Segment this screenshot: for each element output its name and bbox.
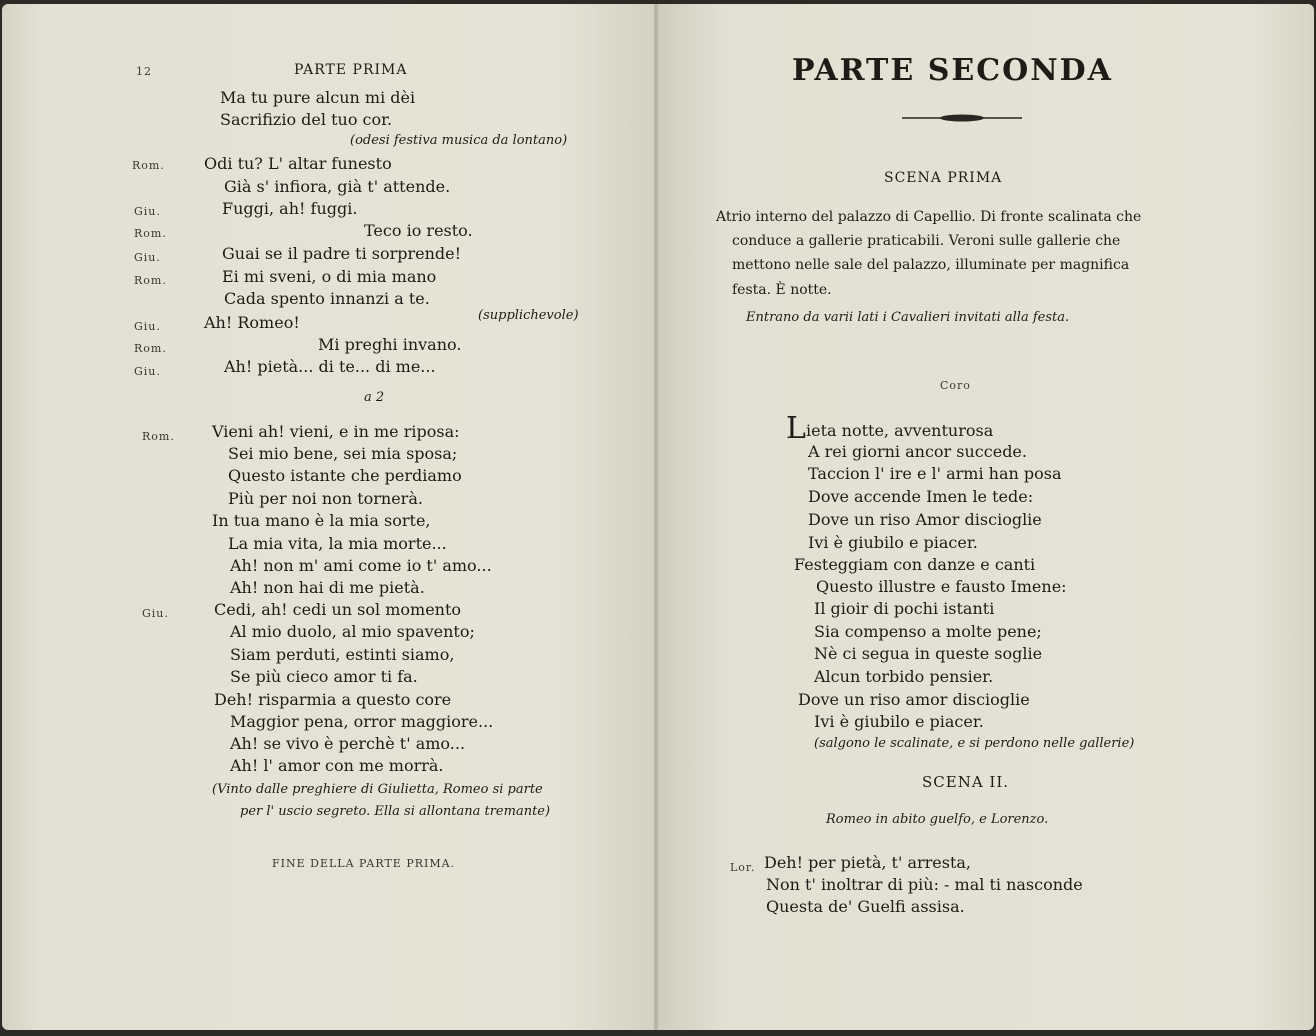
- verse-line: Ma tu pure alcun mi dèi: [220, 88, 416, 107]
- speaker: Rom.: [134, 227, 167, 240]
- ornament-rule: [902, 112, 1022, 124]
- scene-description-line: festa. È notte.: [732, 282, 832, 298]
- chorus-line: Ivi è giubilo e piacer.: [808, 533, 978, 552]
- verse-line: Deh! risparmia a questo core: [214, 690, 452, 709]
- running-head: PARTE PRIMA: [294, 62, 408, 78]
- verse-line: Più per noi non tornerà.: [228, 489, 423, 508]
- a-due-marker: a 2: [364, 390, 385, 405]
- speaker: Rom.: [142, 430, 175, 443]
- dialog-line: Questa de' Guelfi assisa.: [766, 897, 965, 916]
- verse-line: Ah! se vivo è perchè t' amo...: [230, 734, 466, 753]
- verse-line: Ah! l' amor con me morrà.: [230, 756, 444, 775]
- speaker: Giu.: [134, 251, 161, 264]
- verse-line: Ei mi sveni, o di mia mano: [222, 267, 437, 286]
- chorus-line: Dove un riso Amor discioglie: [808, 510, 1042, 529]
- chorus-line: Alcun torbido pensier.: [814, 667, 994, 686]
- verse-line: Odi tu? L' altar funesto: [204, 154, 392, 173]
- verse-line: Guai se il padre ti sorprende!: [222, 244, 462, 263]
- verse-line: Teco io resto.: [364, 221, 473, 240]
- chorus-line: Dove accende Imen le tede:: [808, 487, 1034, 506]
- speaker: Giu.: [142, 607, 169, 620]
- dialog-line: Non t' inoltrar di più: - mal ti nasconde: [766, 875, 1083, 894]
- speaker: Lor.: [730, 861, 756, 874]
- speaker: Rom.: [134, 274, 167, 287]
- verse-line: Sei mio bene, sei mia sposa;: [228, 444, 458, 463]
- verse-line: Se più cieco amor ti fa.: [230, 667, 418, 686]
- stage-direction: (Vinto dalle preghiere di Giulietta, Romeo si parte: [212, 782, 543, 797]
- dialog-line: Deh! per pietà, t' arresta,: [764, 853, 972, 872]
- drop-cap: L: [786, 411, 806, 446]
- scene-description-line: mettono nelle sale del palazzo, illuminate per magnifica: [732, 257, 1130, 273]
- left-page: [2, 4, 656, 1030]
- chorus-line: Questo illustre e fausto Imene:: [816, 577, 1067, 596]
- scene-heading: SCENA II.: [922, 773, 1010, 791]
- verse-line: Questo istante che perdiamo: [228, 466, 462, 485]
- scene-description-line: Atrio interno del palazzo di Capellio. Di fronte scalinata che: [716, 209, 1142, 225]
- scene-entry: Entrano da varii lati i Cavalieri invitati alla festa.: [746, 310, 1070, 325]
- right-page: [658, 4, 1314, 1030]
- chorus-line: ieta notte, avventurosa: [806, 421, 994, 440]
- verse-line: Ah! non m' ami come io t' amo...: [230, 556, 492, 575]
- speaker: Rom.: [134, 342, 167, 355]
- chorus-line: Sia compenso a molte pene;: [814, 622, 1042, 641]
- part-title: PARTE SECONDA: [792, 53, 1113, 88]
- verse-line: Cedi, ah! cedi un sol momento: [214, 600, 462, 619]
- verse-line: La mia vita, la mia morte...: [228, 534, 447, 553]
- scene-heading: SCENA PRIMA: [884, 170, 1003, 186]
- verse-line: Ah! non hai di me pietà.: [230, 578, 425, 597]
- chorus-line: Festeggiam con danze e canti: [794, 555, 1036, 574]
- end-of-part: FINE DELLA PARTE PRIMA.: [272, 857, 456, 870]
- verse-line: Al mio duolo, al mio spavento;: [230, 622, 475, 641]
- verse-line: Siam perduti, estinti siamo,: [230, 645, 455, 664]
- stage-direction: (salgono le scalinate, e si perdono nelle gallerie): [814, 736, 1135, 751]
- chorus-line: Taccion l' ire e l' armi han posa: [808, 464, 1062, 483]
- chorus-line: Il gioir di pochi istanti: [814, 599, 995, 618]
- stage-direction: (supplichevole): [478, 308, 579, 323]
- speaker: Giu.: [134, 320, 161, 333]
- scene-description-line: conduce a gallerie praticabili. Veroni sulle gallerie che: [732, 233, 1121, 249]
- verse-line: Sacrifizio del tuo cor.: [220, 110, 393, 129]
- chorus-line: Dove un riso amor discioglie: [798, 690, 1030, 709]
- speaker: Giu.: [134, 365, 161, 378]
- chorus-line: A rei giorni ancor succede.: [808, 442, 1027, 461]
- verse-line: Fuggi, ah! fuggi.: [222, 199, 358, 218]
- stage-direction: per l' uscio segreto. Ella si allontana tremante): [240, 804, 551, 819]
- page-number: 12: [136, 65, 152, 78]
- chorus-label: Coro: [940, 379, 971, 392]
- speaker: Rom.: [132, 159, 165, 172]
- verse-line: Vieni ah! vieni, e in me riposa:: [212, 422, 460, 441]
- verse-line: Mi preghi invano.: [318, 335, 462, 354]
- verse-line: Ah! Romeo!: [204, 313, 300, 332]
- scene-entry: Romeo in abito guelfo, e Lorenzo.: [826, 812, 1049, 827]
- speaker: Giu.: [134, 205, 161, 218]
- verse-line: In tua mano è la mia sorte,: [212, 511, 431, 530]
- stage-direction: (odesi festiva musica da lontano): [350, 133, 568, 148]
- verse-line: Cada spento innanzi a te.: [224, 289, 430, 308]
- verse-line: Ah! pietà... di te... di me...: [224, 357, 436, 376]
- chorus-line: Nè ci segua in queste soglie: [814, 644, 1043, 663]
- chorus-line: Ivi è giubilo e piacer.: [814, 712, 984, 731]
- verse-line: Già s' infiora, già t' attende.: [224, 177, 451, 196]
- verse-line: Maggior pena, orror maggiore...: [230, 712, 494, 731]
